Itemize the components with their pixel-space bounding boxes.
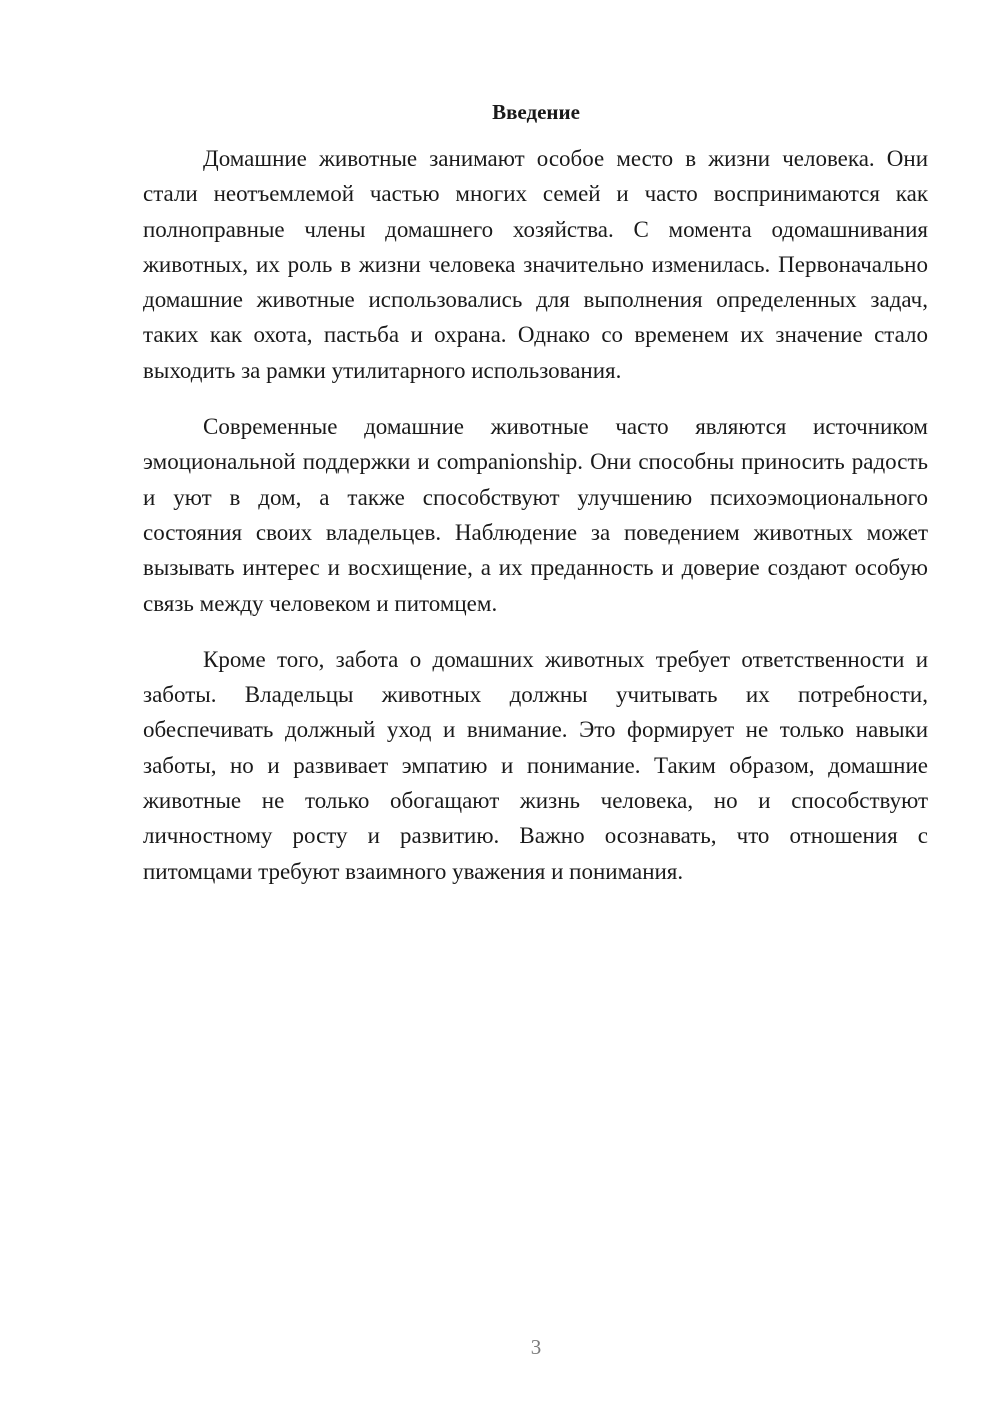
paragraph-2: Современные домашние животные часто являются источником эмоциональной поддержки и companionship. Они способны приносить радость и уют в дом, а также способствуют улучшению психоэмоционального состояния своих владельцев. Наблюдение за поведением животных может вызывать интерес и восхищение, а их преданность и доверие создают особую связь между человеком и питомцем. (143, 414, 928, 616)
document-body (143, 141, 928, 910)
paragraph-3: Кроме того, забота о домашних животных требует ответственности и заботы. Владельцы животных должны учитывать их потребности, обеспечивать должный уход и внимание. Это формирует не только навыки заботы, но и развивает эмпатию и понимание. Таким образом, домашние животные не только обогащают жизнь человека, но и способствуют личностному росту и развитию. Важно осознавать, что отношения с питомцами требуют взаимного уважения и понимания. (143, 646, 928, 884)
page-number: 3 (530, 1335, 542, 1359)
paragraph-1: Домашние животные занимают особое место в жизни человека. Они стали неотъемлемой частью многих семей и часто воспринимаются как полноправные члены домашнего хозяйства. С момента одомашнивания животных, их роль в жизни человека значительно изменилась. Первоначально домашние животные использовались для выполнения определенных задач, таких как охота, пастьба и охрана. Однако со временем их значение стало выходить за рамки утилитарного использования. (143, 146, 928, 383)
page-title: Введение (492, 100, 580, 124)
